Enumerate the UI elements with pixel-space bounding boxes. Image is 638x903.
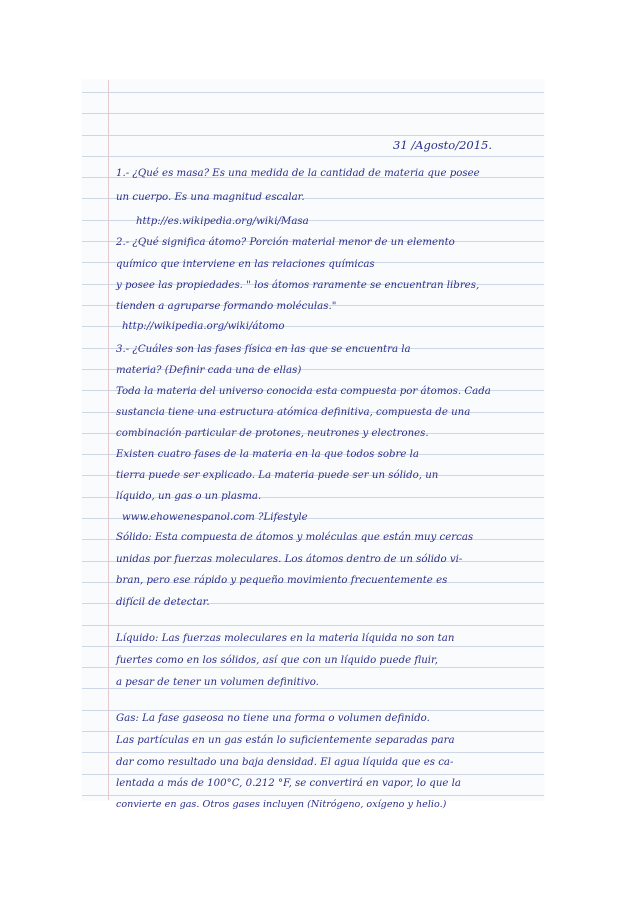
text-line: lentada a más de 100°C, 0.212 °F, se convertirá en vapor, lo que la [116, 778, 461, 789]
ruled-line [82, 92, 544, 93]
text-line: unidas por fuerzas moleculares. Los átomos dentro de un sólido vi- [116, 554, 463, 565]
ruled-line [82, 795, 544, 796]
ruled-line [82, 156, 544, 157]
text-line: Gas: La fase gaseosa no tiene una forma o volumen definido. [116, 713, 430, 724]
text-line: líquido, un gas o un plasma. [116, 491, 262, 502]
text-line: tienden a agruparse formando moléculas." [116, 301, 337, 312]
text-line: tierra puede ser explicado. La materia puede ser un sólido, un [116, 470, 439, 481]
ruled-line [82, 752, 544, 753]
ruled-line [82, 646, 544, 647]
ruled-line [82, 731, 544, 732]
text-line: a pesar de tener un volumen definitivo. [116, 677, 319, 688]
source-link: http://wikipedia.org/wiki/átomo [122, 321, 285, 332]
source-link: www.ehowenespanol.com ?Lifestyle [122, 512, 308, 523]
text-line: Las partículas en un gas están lo suficientemente separadas para [116, 735, 455, 746]
text-line: Existen cuatro fases de la materia en la que todos sobre la [116, 449, 419, 460]
ruled-line [82, 625, 544, 626]
text-line: un cuerpo. Es una magnitud escalar. [116, 192, 305, 203]
text-line: sustancia tiene una estructura atómica definitiva, compuesta de una [116, 407, 471, 418]
text-line: fuertes como en los sólidos, así que con un líquido puede fluir, [116, 655, 439, 666]
text-line: bran, pero ese rápido y pequeño movimiento frecuentemente es [116, 575, 448, 586]
text-line: y posee las propiedades. " los átomos raramente se encuentran libres, [116, 280, 480, 291]
ruled-line [82, 774, 544, 775]
text-line: dar como resultado una baja densidad. El agua líquida que es ca- [116, 757, 454, 768]
ruled-line [82, 135, 544, 136]
text-line: Líquido: Las fuerzas moleculares en la materia líquida no son tan [116, 633, 455, 644]
text-line: químico que interviene en las relaciones químicas [116, 259, 375, 270]
text-line: Sólido: Esta compuesta de átomos y moléculas que están muy cercas [116, 532, 474, 543]
text-line: combinación particular de protones, neutrones y electrones. [116, 428, 429, 439]
ruled-line [82, 113, 544, 114]
source-link: http://es.wikipedia.org/wiki/Masa [136, 216, 309, 227]
text-line: Toda la materia del universo conocida esta compuesta por átomos. Cada [116, 386, 491, 397]
text-line: 2.- ¿Qué significa átomo? Porción material menor de un elemento [116, 237, 455, 248]
notebook-page [82, 80, 544, 810]
text-line: 1.- ¿Qué es masa? Es una medida de la cantidad de materia que posee [116, 168, 480, 179]
text-line: difícil de detectar. [116, 597, 210, 608]
margin-line [108, 80, 109, 800]
text-line: 3.- ¿Cuáles son las fases física en las que se encuentra la [116, 344, 411, 355]
text-line: convierte en gas. Otros gases incluyen (Nitrógeno, oxígeno y helio.) [116, 799, 447, 810]
date-header: 31 /Agosto/2015. [393, 138, 492, 152]
text-line: materia? (Definir cada una de ellas) [116, 365, 302, 376]
ruled-line [82, 710, 544, 711]
